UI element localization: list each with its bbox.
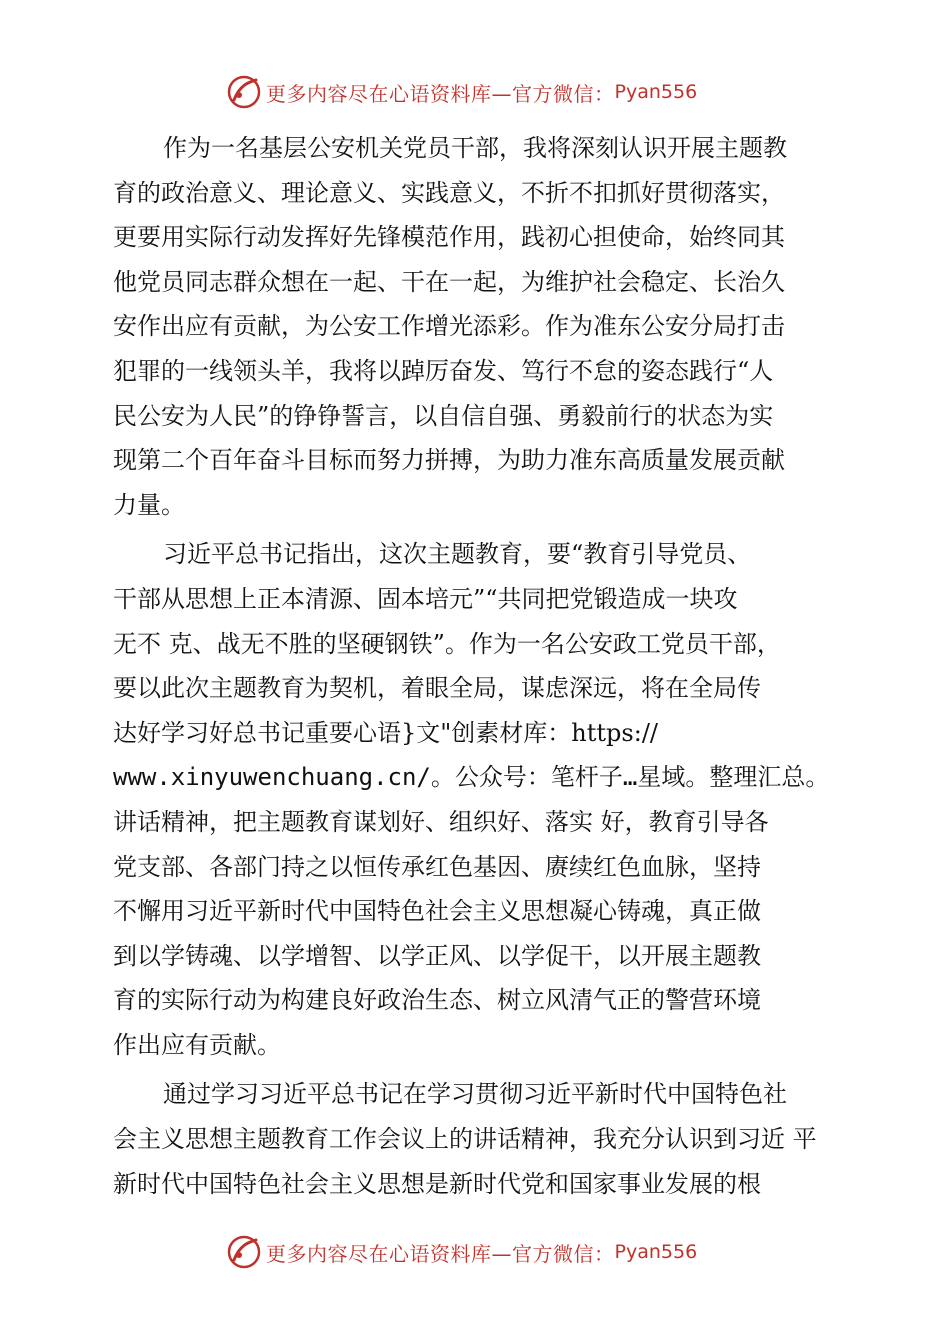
- paragraph-2: [113, 532, 838, 1067]
- text-line: 安作出应有贡献，为公安工作增光添彩。作为准东公安分局打击: [113, 312, 785, 341]
- text-line: 党支部、各部门持之以恒传承红色基因、赓续红色血脉，坚持: [113, 852, 761, 881]
- header-banner-text: 更多内容尽在心语资料库—官方微信：: [266, 81, 615, 106]
- text-line: 达好学习好总书记重要心语}文"创素材库：https://: [113, 718, 658, 747]
- footer-wechat-id: Pyan556: [614, 1241, 698, 1263]
- text-line: 到以学铸魂、以学增智、以学正风、以学促干，以开展主题教: [113, 941, 761, 970]
- text-line: 育的政治意义、理论意义、实践意义，不折不扣抓好贯彻落实，: [113, 178, 785, 207]
- text-line: 新时代中国特色社会主义思想是新时代党和国家事业发展的根: [113, 1169, 761, 1198]
- text-line: 现第二个百年奋斗目标而努力拼搏，为助力准东高质量发展贡献: [113, 446, 785, 475]
- text-line: 通过学习习近平总书记在学习贯彻习近平新时代中国特色社: [163, 1080, 787, 1109]
- text-line: 无不 克、战无不胜的坚硬钢铁”。作为一名公安政工党员干部，: [113, 629, 781, 658]
- text-line: 更要用实际行动发挥好先锋模范作用，践初心担使命，始终同其: [113, 223, 785, 252]
- text-line: 民公安为人民”的铮铮誓言，以自信自强、勇毅前行的状态为实: [113, 401, 774, 430]
- header-wechat-id: Pyan556: [614, 81, 698, 103]
- brand-logo-icon: [226, 74, 262, 110]
- text-line: 习近平总书记指出，这次主题教育，要“教育引导党员、: [163, 540, 752, 569]
- text-line: 他党员同志群众想在一起、干在一起，为维护社会稳定、长治久: [113, 267, 785, 296]
- text-line: 讲话精神，把主题教育谋划好、组织好、落实 好，教育引导各: [113, 807, 769, 836]
- text-line: 犯罪的一线领头羊，我将以踔厉奋发、笃行不怠的姿态践行“人: [113, 356, 774, 385]
- text-line: 力量。: [113, 490, 185, 519]
- footer-banner-text: 更多内容尽在心语资料库—官方微信：: [266, 1241, 615, 1266]
- text-line: 作为一名基层公安机关党员干部，我将深刻认识开展主题教: [163, 134, 787, 162]
- paragraph-1: [113, 126, 838, 527]
- text-line: 不懈用习近平新时代中国特色社会主义思想凝心铸魂，真正做: [113, 897, 761, 926]
- text-line: 干部从思想上正本清源、固本培元”“共同把党锻造成一块攻: [113, 584, 738, 613]
- text-line: 要以此次主题教育为契机，着眼全局，谋虑深远，将在全局传: [113, 674, 761, 703]
- header-banner: [226, 72, 697, 112]
- brand-logo-icon: [226, 1234, 262, 1270]
- text-line: 作出应有贡献。: [113, 1030, 281, 1059]
- document-body: [113, 126, 838, 1206]
- text-line: 会主义思想主题教育工作会议上的讲话精神，我充分认识到习近 平: [113, 1125, 817, 1154]
- text-line-url: www.xinyuwenchuang.cn/。公众号：笔杆子…星域。整理汇总。: [113, 763, 830, 792]
- footer-banner: [226, 1232, 697, 1272]
- paragraph-3: [113, 1072, 838, 1206]
- text-line: 育的实际行动为构建良好政治生态、树立风清气正的警营环境: [113, 986, 761, 1015]
